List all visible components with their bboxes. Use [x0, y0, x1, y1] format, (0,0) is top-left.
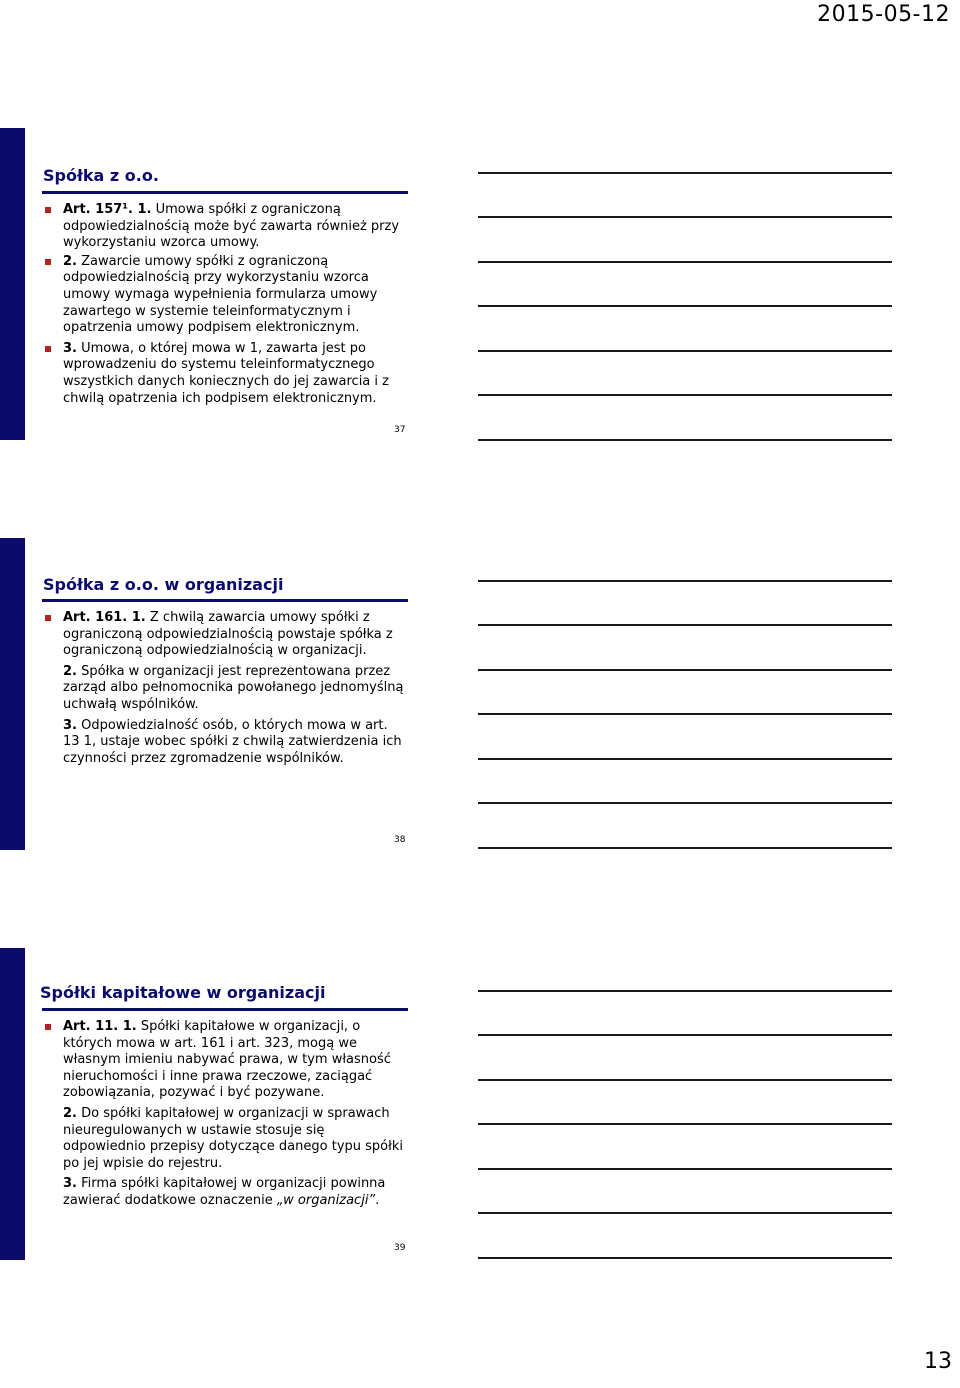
note-line: [478, 1212, 892, 1214]
paragraph: [43, 1019, 405, 1102]
slide-body: [43, 610, 405, 769]
slide-accent-bar: [0, 128, 25, 440]
note-line: [478, 1079, 892, 1081]
paragraph-number: 3.: [63, 1176, 77, 1192]
note-line: [478, 439, 892, 441]
paragraph-number: 2.: [63, 1105, 77, 1121]
note-line: [478, 990, 892, 992]
bullet-icon: [45, 1024, 51, 1030]
note-line: [478, 624, 892, 626]
title-divider: [42, 599, 408, 602]
paragraph-number: Art. 11. 1.: [63, 1019, 137, 1034]
slide-37: [0, 128, 420, 443]
slide-title: Spółki kapitałowe w organizacji: [40, 983, 326, 1002]
note-line: [478, 216, 892, 218]
paragraph-number: 3.: [63, 340, 77, 356]
paragraph: [43, 718, 405, 768]
note-line: [478, 1034, 892, 1036]
paragraph: [43, 664, 405, 714]
bullet-icon: [45, 207, 51, 213]
paragraph-text: Spółki kapitałowe w organizacji, o których mowa w art. 161 i art. 323, mogą we własnym imieniu nabywać prawa, w tym własność nieruchomości i inne prawa rzeczowe, zaciągać zobowiązania, pozywać i być pozywane.: [63, 1019, 391, 1101]
note-line: [478, 758, 892, 760]
paragraph-number: 2.: [63, 253, 77, 269]
note-line: [478, 394, 892, 396]
note-line: [478, 1257, 892, 1259]
slide-title: Spółka z o.o. w organizacji: [43, 575, 284, 594]
slide-number: 38: [394, 835, 406, 845]
paragraph: [43, 1176, 405, 1209]
bullet-icon: [45, 259, 51, 265]
slide-number: 37: [394, 425, 406, 435]
document-date: 2015-05-12: [817, 2, 950, 27]
paragraph: [43, 254, 405, 337]
paragraph-text: Firma spółki kapitałowej w organizacji powinna zawierać dodatkowe oznaczenie: [63, 1176, 386, 1208]
note-line: [478, 847, 892, 849]
note-line: [478, 1168, 892, 1170]
paragraph-tail: .: [375, 1192, 380, 1208]
paragraph: [43, 202, 405, 252]
note-line: [478, 1123, 892, 1125]
slide-accent-bar: [0, 538, 25, 850]
title-divider: [42, 1008, 408, 1011]
paragraph-number: 2.: [63, 663, 77, 679]
paragraph-number: Art. 157¹. 1.: [63, 202, 152, 217]
slide-accent-bar: [0, 948, 25, 1260]
note-line: [478, 172, 892, 174]
note-line: [478, 350, 892, 352]
paragraph-text: Umowa spółki z ograniczoną odpowiedzialnością może być zawarta również przy wykorzystaniu wzorca umowy.: [63, 202, 400, 251]
paragraph-text: Spółka w organizacji jest reprezentowana przez zarząd albo pełnomocnika powołanego jednomyślną uchwałą wspólników.: [63, 663, 404, 712]
note-line: [478, 580, 892, 582]
slide-38: [0, 538, 420, 853]
note-line: [478, 261, 892, 263]
bullet-icon: [45, 346, 51, 352]
slide-number: 39: [394, 1243, 406, 1253]
note-line: [478, 713, 892, 715]
paragraph-number: 3.: [63, 717, 77, 733]
slide-body: [43, 202, 405, 409]
paragraph-number: Art. 161. 1.: [63, 610, 146, 625]
paragraph-text: Zawarcie umowy spółki z ograniczoną odpowiedzialnością przy wykorzystaniu wzorca umowy wymaga wypełnienia formularza umowy zawartego w systemie teleinformatycznym i opatrzenia umowy podpisem elektronicznym.: [63, 253, 378, 336]
paragraph-text: Do spółki kapitałowej w organizacji w sprawach nieuregulowanych w ustawie stosuje się odpowiednio przepisy dotyczące danego typu spółki po jej wpisie do rejestru.: [63, 1105, 403, 1171]
paragraph-text: Odpowiedzialność osób, o których mowa w art. 13 1, ustaje wobec spółki z chwilą zatwierdzenia ich czynności przez zgromadzenie wspólników.: [63, 717, 402, 766]
note-line: [478, 802, 892, 804]
slide-39: [0, 948, 420, 1263]
note-line: [478, 669, 892, 671]
paragraph-italic: „w organizacji”: [276, 1192, 376, 1208]
slide-title: Spółka z o.o.: [43, 166, 159, 185]
slide-body: [43, 1019, 405, 1212]
paragraph: [43, 610, 405, 660]
paragraph: [43, 341, 405, 407]
paragraph: [43, 1106, 405, 1172]
note-line: [478, 305, 892, 307]
bullet-icon: [45, 615, 51, 621]
paragraph-text: Umowa, o której mowa w 1, zawarta jest po wprowadzeniu do systemu teleinformatycznego wszystkich danych koniecznych do jej zawarcia i z chwilą opatrzenia ich podpisem elektronicznym.: [63, 340, 389, 406]
page-number: 13: [924, 1349, 952, 1374]
title-divider: [42, 191, 408, 194]
paragraph-text: Z chwilą zawarcia umowy spółki z ograniczoną odpowiedzialnością powstaje spółka z ograniczoną odpowiedzialnością w organizacji.: [63, 610, 393, 659]
